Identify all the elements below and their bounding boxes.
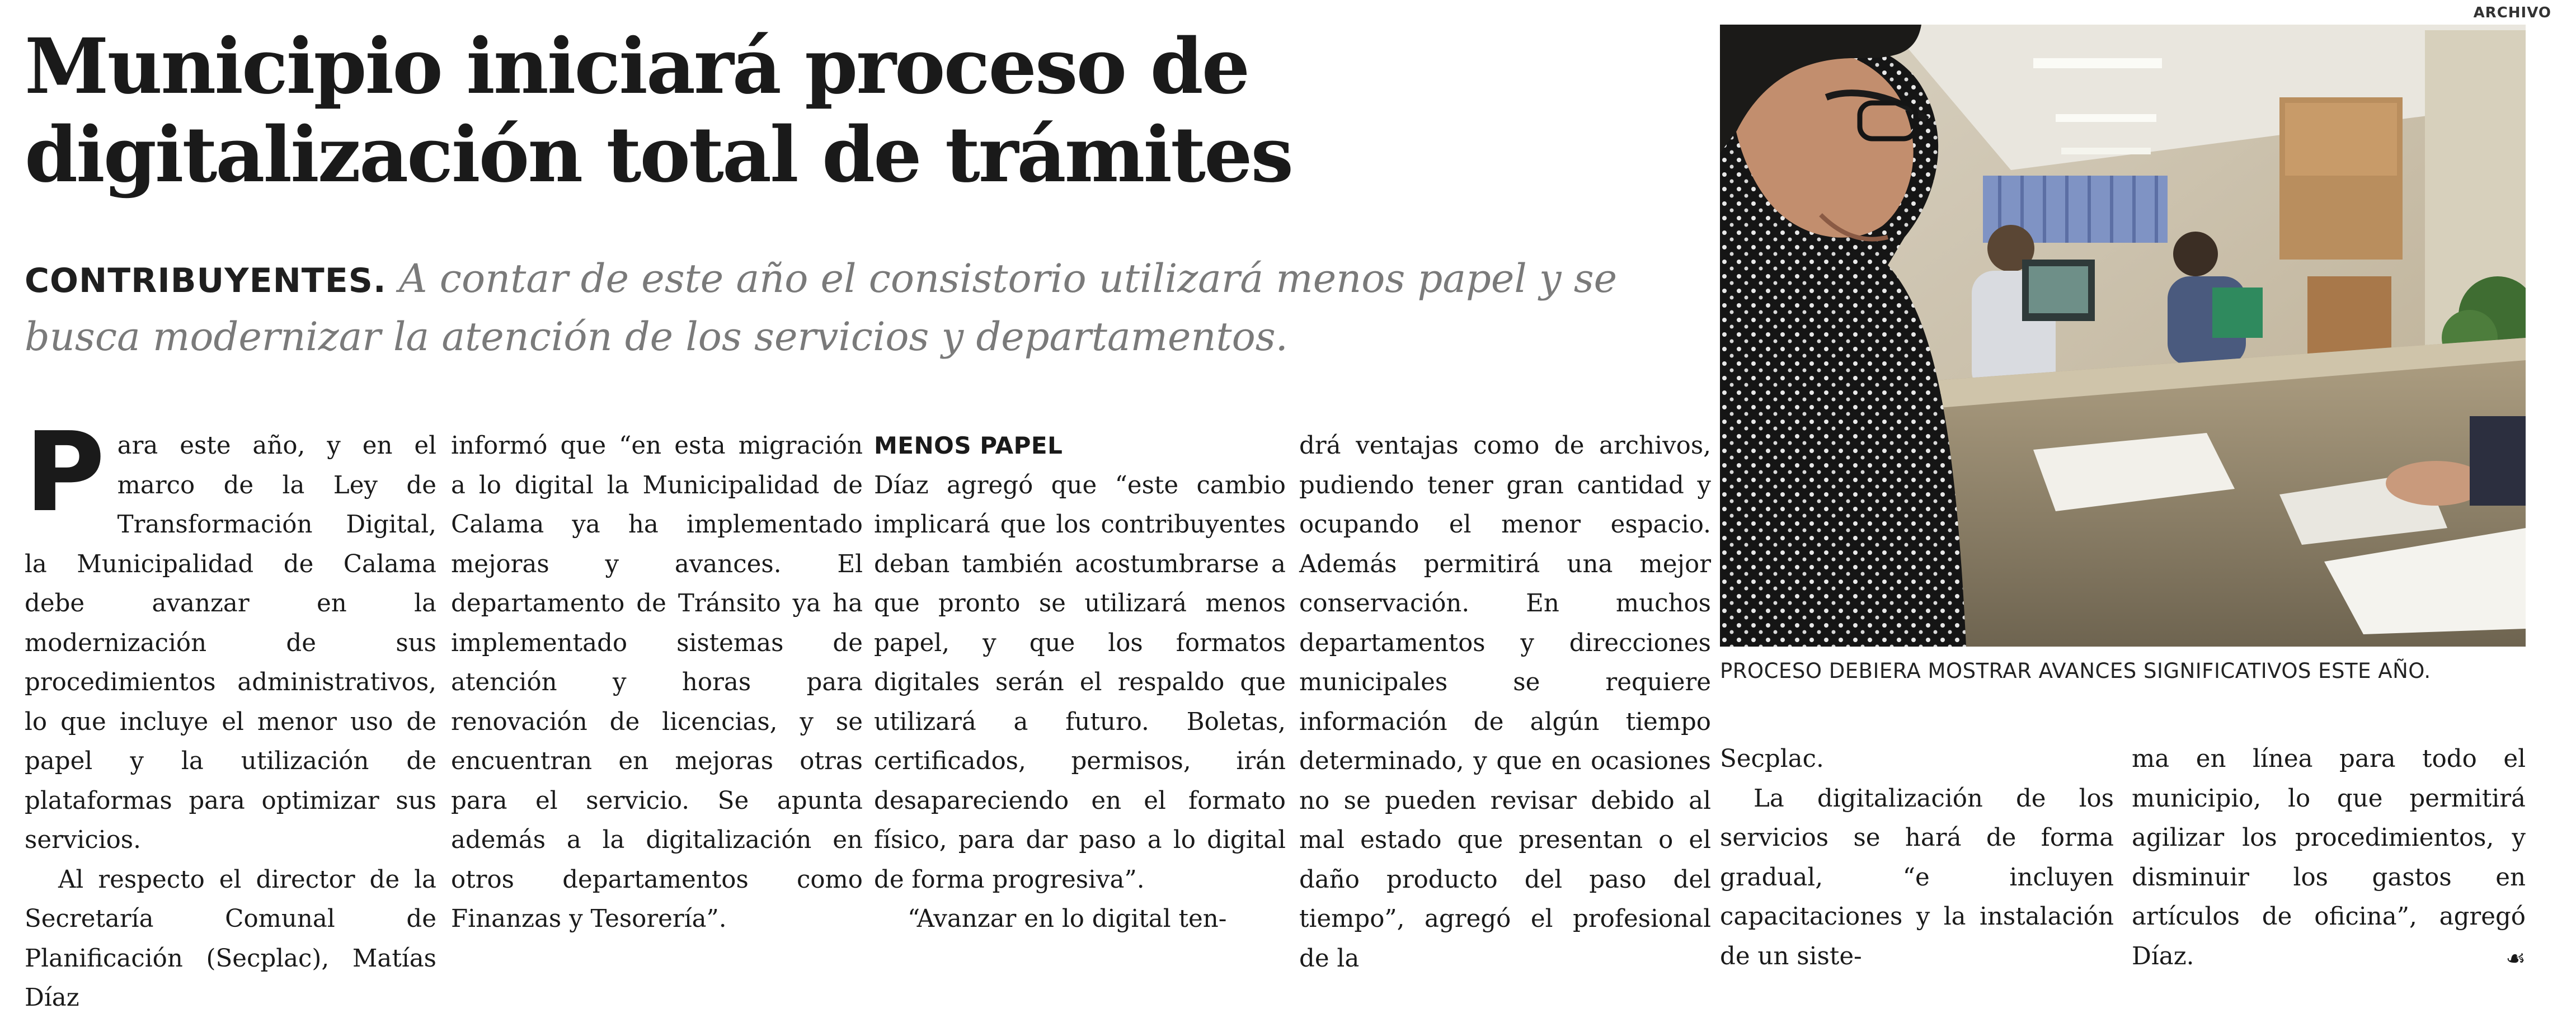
paragraph: Al respecto el director de la Secretaría Comunal de Planificación (Secplac), Matías Díaz [25, 865, 436, 1012]
paragraph-text: ara este año, y en el marco de la Ley de Transformación Digital, la Municipalidad de Calama debe avanzar en la modernización de sus procedimientos administrativos, lo que incluye el menor uso de papel y la utilización de plataformas para optimizar sus servicios. [25, 432, 436, 854]
body-column-3 [874, 426, 1286, 939]
body-column-2 [451, 426, 863, 939]
lede [25, 251, 1692, 365]
headline-line-1: Municipio iniciará proceso de [25, 22, 1249, 111]
article-photo [1720, 25, 2526, 647]
lede-text: A contar de este año el consistorio utilizará menos papel y se busca modernizar la atención de los servicios y departamentos. [25, 256, 1618, 360]
lede-kicker: CONTRIBUYENTES. [25, 261, 387, 300]
section-subhead: MENOS PAPEL [874, 432, 1063, 459]
office-photo-illustration [1720, 25, 2526, 647]
paragraph: “Avanzar en lo digital ten- [908, 905, 1227, 933]
headline [25, 22, 1692, 199]
paragraph: drá ventajas como de archivos, pudiendo tener gran cantidad y ocupando el menor espacio. Además permitirá una mejor conservación. En muchos departamentos y direcciones municipales se requiere información de algún tiempo determinado, y que en ocasiones no se pueden revisar debido al mal estado que presentan o el daño producto del paso del tiempo”, agregó el profesional de la [1299, 432, 1711, 973]
body-column-1 [25, 409, 436, 1018]
headline-line-2: digitalización total de trámites [25, 110, 1292, 200]
paragraph [25, 409, 436, 860]
body-column-5 [1720, 739, 2114, 976]
body-column-6 [2132, 739, 2526, 978]
paragraph: informó que “en esta migración a lo digital la Municipalidad de Calama ya ha implementado mejoras y avances. El departamento de Tránsito ya ha implementado sistemas de atención y horas para renovación de licencias, y se encuentran en mejoras otras para el servicio. Se apunta además a la digitalización en otros departamentos como Finanzas y Tesorería”. [451, 432, 863, 933]
paragraph: La digitalización de los servicios se hará de forma gradual, “e incluyen capacitaciones y la instalación de un siste- [1720, 784, 2114, 970]
paragraph [2132, 739, 2526, 976]
drop-cap: P [25, 409, 105, 536]
paragraph: Díaz agregó que “este cambio implicará que los contribuyentes deban también acostumbrarse a que pronto se utilizará menos papel, y que los formatos digitales serán el respaldo que utilizará a futuro. Boletas, certificados, permisos, irán desapareciendo en el formato físico, para dar paso a lo digital de forma progresiva”. [874, 471, 1286, 894]
end-mark-icon: ☙ [2506, 945, 2526, 972]
body-column-4 [1299, 426, 1711, 978]
photo-caption: PROCESO DEBIERA MOSTRAR AVANCES SIGNIFICATIVOS ESTE AÑO. [1720, 659, 2431, 683]
paragraph-text: ma en línea para todo el municipio, lo que permitirá agilizar los procedimientos, y disminuir los gastos en artículos de oficina”, agregó Díaz. [2132, 745, 2526, 970]
photo-credit: ARCHIVO [2473, 4, 2551, 21]
paragraph: Secplac. [1720, 745, 1824, 773]
